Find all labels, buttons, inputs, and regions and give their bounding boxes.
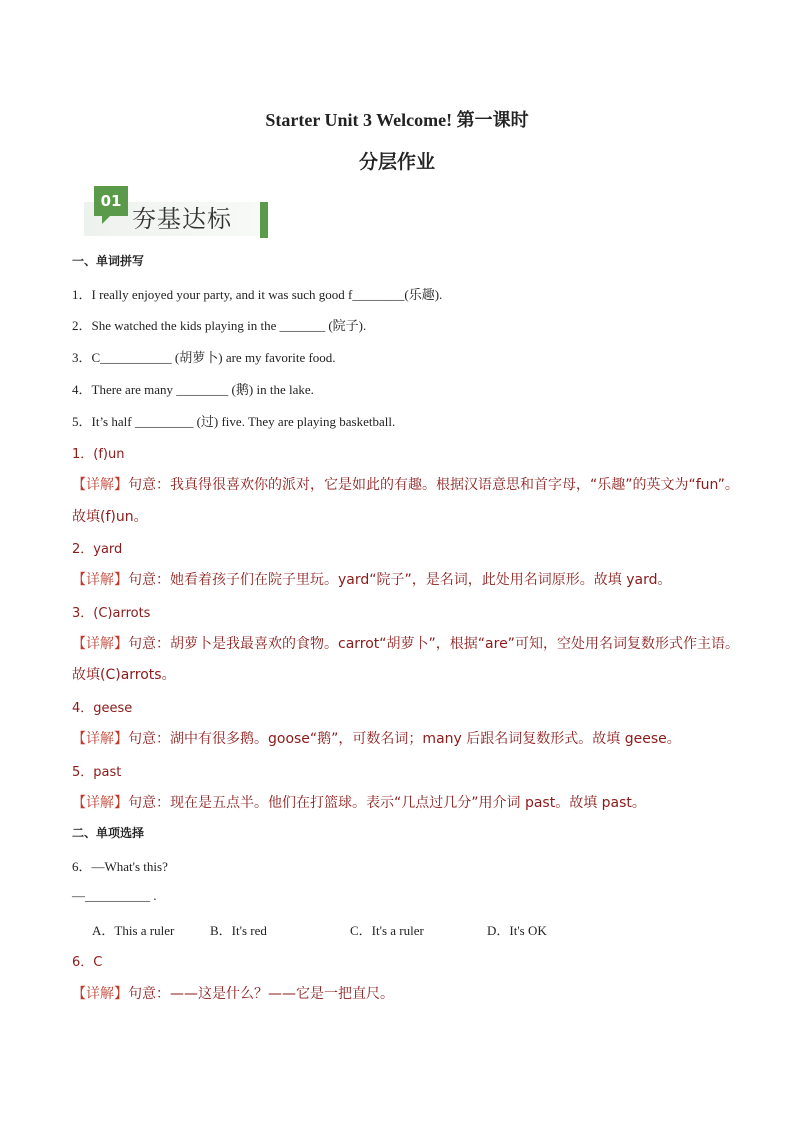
- explanation-text: 句意：她看着孩子们在院子里玩。yard“院子”，是名词，此处用名词原形。故填 yard。: [128, 572, 672, 588]
- explanation-text: 句意：湖中有很多鹅。goose“鹅”，可数名词；many 后跟名词复数形式。故填 geese。: [128, 731, 681, 747]
- banner-accent-bar: [260, 202, 268, 238]
- option-a: A．This a ruler: [92, 923, 175, 938]
- explanation-tag: 【详解】: [72, 572, 128, 588]
- question-5: 5．It’s half _________ (过) five. They are playing basketball.: [72, 414, 396, 429]
- answer-2: 2．yard: [72, 542, 123, 557]
- explanation-3-cont: 故填(C)arrots。: [72, 667, 176, 683]
- banner-label: 夯基达标: [132, 205, 232, 233]
- explanation-text: 句意：现在是五点半。他们在打篮球。表示“几点过几分”用介词 past。故填 past。: [128, 795, 646, 811]
- question-6: 6．—What's this?: [72, 859, 168, 874]
- explanation-tag: 【详解】: [72, 795, 128, 811]
- section-heading: 一、单词拼写: [72, 254, 145, 268]
- explanation-text: 句意：我真得很喜欢你的派对，它是如此的有趣。根据汉语意思和首字母，“乐趣”的英文为“fun”。: [128, 477, 739, 493]
- explanation-6: [72, 983, 394, 1003]
- question-2: 2．She watched the kids playing in the _______ (院子).: [72, 318, 367, 333]
- answer-5: 5．past: [72, 765, 122, 780]
- page-title: Starter Unit 3 Welcome! 第一课时: [265, 110, 529, 130]
- page-subtitle: 分层作业: [358, 151, 435, 173]
- explanation-text: 句意：胡萝卜是我最喜欢的食物。carrot“胡萝卜”，根据“are”可知，空处用名词复数形式作主语。: [128, 636, 739, 652]
- explanation-1: [72, 474, 739, 494]
- explanation-4: [72, 728, 681, 748]
- explanation-1-cont: 故填(f)un。: [72, 509, 148, 525]
- option-d: D．It's OK: [487, 923, 547, 938]
- answer-3: 3．(C)arrots: [72, 606, 151, 621]
- explanation-tag: 【详解】: [72, 477, 128, 493]
- option-c: C．It's a ruler: [350, 923, 424, 938]
- answer-6: 6．C: [72, 955, 103, 970]
- answer-1: 1．(f)un: [72, 447, 125, 462]
- section-banner: [84, 182, 270, 238]
- explanation-text: 句意：——这是什么？——它是一把直尺。: [128, 986, 394, 1002]
- explanation-3: [72, 633, 739, 653]
- question-6-blank: —__________ .: [72, 888, 157, 903]
- banner-number-badge: 01: [94, 186, 128, 216]
- explanation-2: [72, 569, 671, 589]
- question-3: 3．C___________ (胡萝卜) are my favorite food.: [72, 350, 336, 365]
- option-b: B．It's red: [210, 923, 267, 938]
- question-1: 1．I really enjoyed your party, and it was such good f________(乐趣).: [72, 287, 443, 302]
- explanation-tag: 【详解】: [72, 636, 128, 652]
- explanation-5: [72, 792, 646, 812]
- answer-4: 4．geese: [72, 701, 133, 716]
- explanation-tag: 【详解】: [72, 731, 128, 747]
- question-4: 4．There are many ________ (鹅) in the lake.: [72, 382, 314, 397]
- explanation-tag: 【详解】: [72, 986, 128, 1002]
- section-heading: 二、单项选择: [72, 826, 145, 840]
- badge-notch-icon: [102, 216, 110, 224]
